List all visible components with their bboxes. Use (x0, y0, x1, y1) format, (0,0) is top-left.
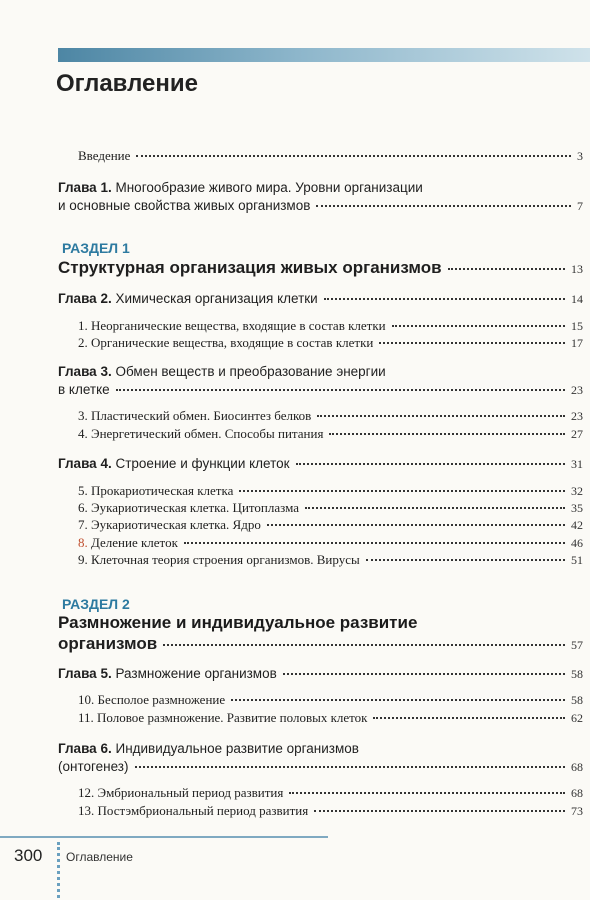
chapter-title: Индивидуальное развитие организмов (115, 741, 359, 756)
page-number: 68 (571, 760, 583, 774)
chapter-title-cont: в клетке (58, 382, 110, 397)
leader-dots (231, 699, 565, 701)
chapter-1-line1[interactable] (58, 180, 578, 195)
toc-item-9[interactable] (78, 552, 583, 568)
page-number: 51 (571, 553, 583, 567)
leader-dots (317, 415, 565, 417)
chapter-5[interactable] (58, 666, 583, 682)
chapter-4[interactable] (58, 456, 583, 472)
section-2-title-line1: Размножение и индивидуальное развитие (58, 613, 418, 632)
item-text: 5. Прокариотическая клетка (78, 483, 234, 498)
chapter-title: Многообразие живого мира. Уровни организации (115, 180, 423, 195)
section-title-cont: организмов (58, 634, 158, 653)
page-number: 27 (571, 427, 583, 441)
footer-dotted-rule (57, 842, 60, 898)
chapter-label: Глава 1. (58, 180, 112, 195)
chapter-1-line2[interactable] (58, 198, 583, 214)
toc-item-6[interactable] (78, 500, 583, 516)
page-number: 15 (571, 319, 583, 333)
page-number: 31 (571, 457, 583, 471)
toc-entry-text: Введение (78, 148, 131, 163)
chapter-label: Глава 3. (58, 364, 112, 379)
page-number: 13 (571, 262, 583, 276)
page-number: 23 (571, 409, 583, 423)
toc-entry-intro[interactable] (78, 148, 583, 164)
leader-dots (329, 433, 565, 435)
page-number: 73 (571, 804, 583, 818)
item-text: 13. Постэмбриональный период развития (78, 803, 309, 818)
toc-item-10[interactable] (78, 692, 583, 708)
leader-dots (136, 155, 571, 157)
leader-dots (116, 389, 565, 391)
chapter-label: Глава 5. (58, 666, 112, 681)
item-text: 9. Клеточная теория строения организмов. Вирусы (78, 552, 360, 567)
item-text: 2. Органические вещества, входящие в состав клетки (78, 335, 374, 350)
section-title: Структурная организация живых организмов (58, 258, 442, 277)
page-number: 46 (571, 536, 583, 550)
toc-item-8[interactable] (78, 535, 583, 551)
toc-item-7[interactable] (78, 517, 583, 533)
page-number: 42 (571, 518, 583, 532)
leader-dots (392, 325, 565, 327)
chapter-6-line2[interactable] (58, 759, 583, 775)
page-number: 32 (571, 484, 583, 498)
leader-dots (316, 205, 571, 207)
section-2-label: РАЗДЕЛ 2 (62, 596, 130, 612)
chapter-3-line2[interactable] (58, 382, 583, 398)
chapter-2[interactable] (58, 291, 583, 307)
leader-dots (448, 268, 565, 270)
page-number: 17 (571, 336, 583, 350)
toc-item-11[interactable] (78, 710, 583, 726)
page-number: 62 (571, 711, 583, 725)
item-text: 10. Бесполое размножение (78, 692, 226, 707)
page-number: 68 (571, 786, 583, 800)
toc-item-1[interactable] (78, 318, 583, 334)
toc-item-13[interactable] (78, 803, 583, 819)
leader-dots (366, 559, 565, 561)
leader-dots (289, 792, 565, 794)
chapter-title: Химическая организация клетки (115, 291, 318, 306)
item-text: 7. Эукариотическая клетка. Ядро (78, 517, 261, 532)
header-bar (58, 48, 590, 62)
chapter-title-cont: и основные свойства живых организмов (58, 198, 311, 213)
toc-item-2[interactable] (78, 335, 583, 351)
footer-label: Оглавление (66, 850, 133, 864)
chapter-6-line1[interactable] (58, 741, 578, 756)
item-text: Деление клеток (91, 535, 178, 550)
chapter-label: Глава 2. (58, 291, 112, 306)
leader-dots (379, 342, 565, 344)
page-title: Оглавление (56, 70, 198, 97)
leader-dots (373, 717, 565, 719)
section-1-label: РАЗДЕЛ 1 (62, 240, 130, 256)
chapter-3-line1[interactable] (58, 364, 578, 379)
item-number: 8. (78, 535, 88, 550)
item-text: 6. Эукариотическая клетка. Цитоплазма (78, 500, 299, 515)
chapter-title: Строение и функции клеток (115, 456, 290, 471)
leader-dots (296, 463, 565, 465)
leader-dots (305, 507, 565, 509)
leader-dots (324, 298, 565, 300)
toc-item-3[interactable] (78, 408, 583, 424)
toc-item-4[interactable] (78, 426, 583, 442)
leader-dots (267, 524, 565, 526)
page-number: 14 (571, 292, 583, 306)
leader-dots (163, 644, 565, 646)
item-text: 1. Неорганические вещества, входящие в состав клетки (78, 318, 386, 333)
chapter-label: Глава 6. (58, 741, 112, 756)
leader-dots (283, 673, 565, 675)
leader-dots (184, 542, 565, 544)
page-number: 57 (571, 638, 583, 652)
item-text: 11. Половое размножение. Развитие половых клеток (78, 710, 368, 725)
page-number: 35 (571, 501, 583, 515)
page-number: 23 (571, 383, 583, 397)
chapter-title: Размножение организмов (115, 666, 277, 681)
leader-dots (314, 810, 565, 812)
toc-item-12[interactable] (78, 785, 583, 801)
page-number: 3 (577, 149, 583, 163)
section-2-title-line2[interactable] (58, 634, 583, 654)
page-number: 7 (577, 199, 583, 213)
page-number: 58 (571, 693, 583, 707)
footer-page-number: 300 (14, 846, 43, 865)
page-number: 58 (571, 667, 583, 681)
item-text: 4. Энергетический обмен. Способы питания (78, 426, 324, 441)
toc-item-5[interactable] (78, 483, 583, 499)
chapter-title-cont: (онтогенез) (58, 759, 129, 774)
footer-divider (0, 836, 328, 838)
chapter-title: Обмен веществ и преобразование энергии (115, 364, 386, 379)
section-1-title-line[interactable] (58, 258, 583, 278)
item-text: 3. Пластический обмен. Биосинтез белков (78, 408, 312, 423)
leader-dots (135, 766, 566, 768)
item-text: 12. Эмбриональный период развития (78, 785, 284, 800)
leader-dots (239, 490, 565, 492)
chapter-label: Глава 4. (58, 456, 112, 471)
